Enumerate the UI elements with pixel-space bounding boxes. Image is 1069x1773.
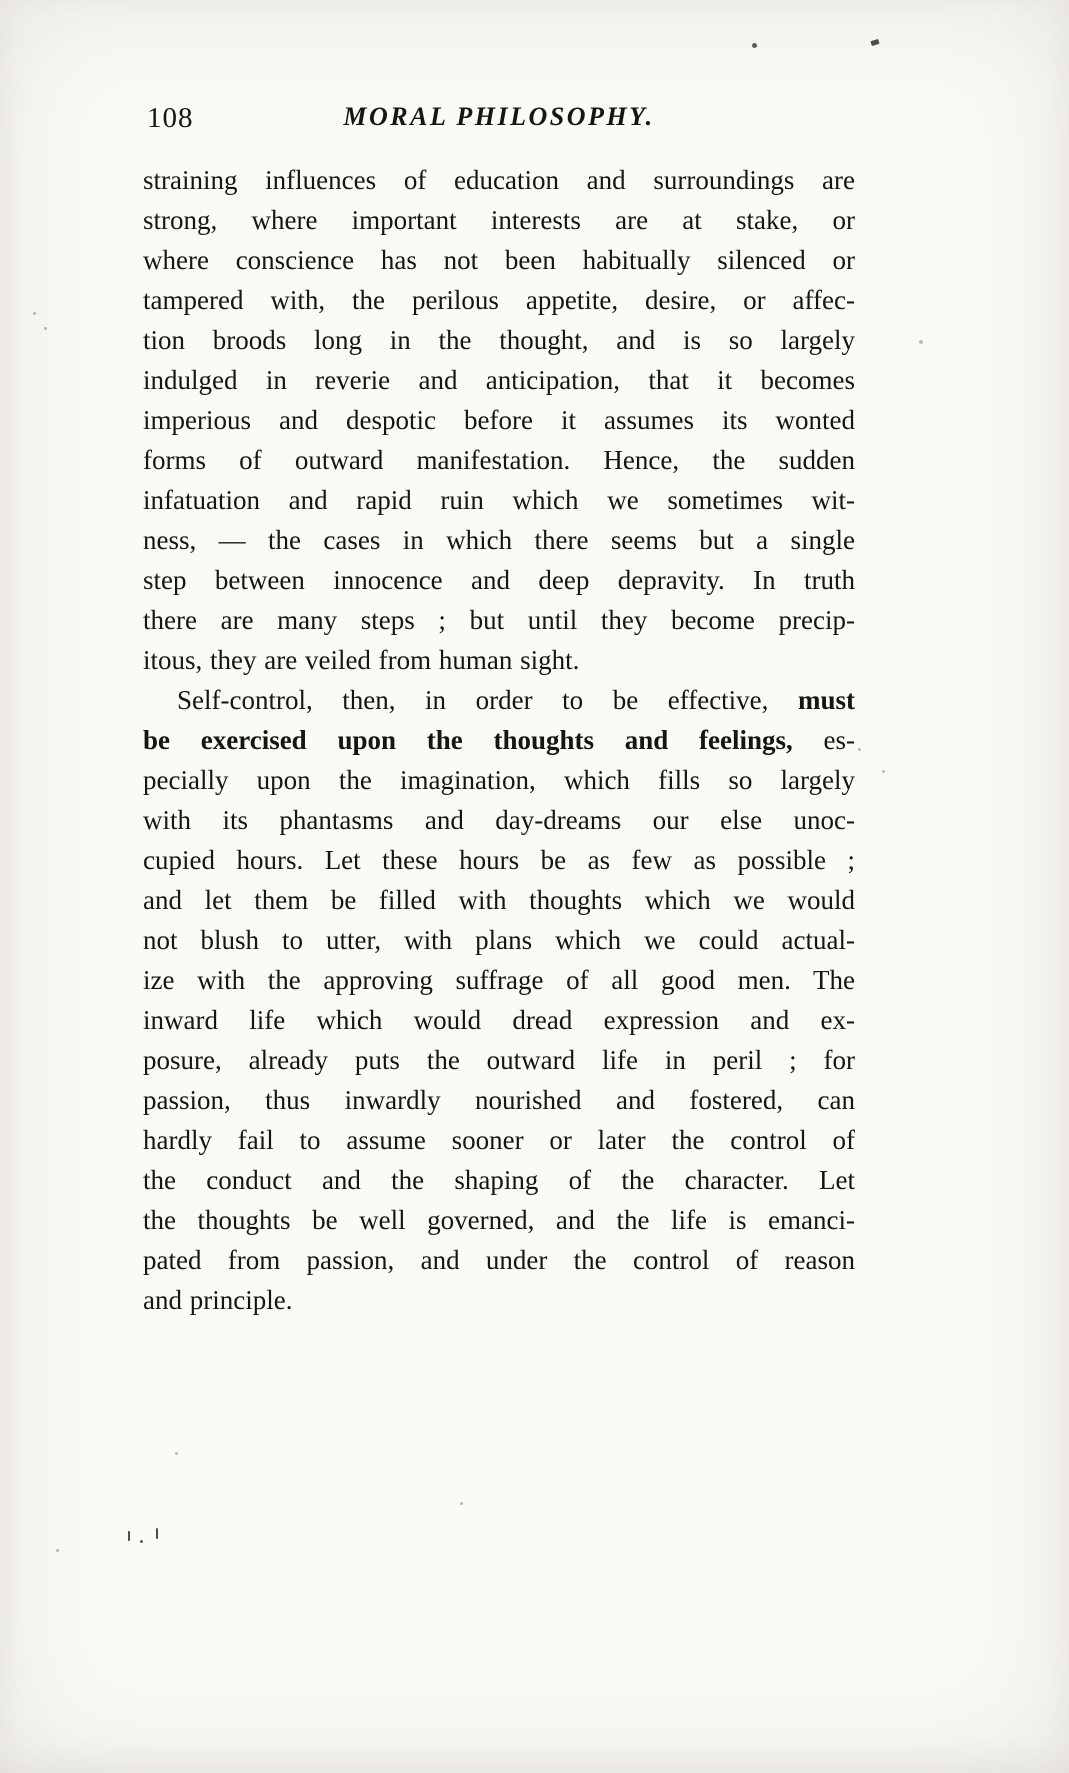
- scan-speck: [919, 340, 923, 344]
- body-text: tion broods long in the thought, and is so largely: [143, 325, 855, 355]
- scan-speck: [858, 748, 861, 751]
- text-line: [143, 400, 855, 440]
- text-line: [143, 920, 855, 960]
- body-text: itous, they are veiled from human sight.: [143, 645, 580, 675]
- text-line: [143, 720, 855, 760]
- body-text: with its phantasms and day-dreams our else unoc-: [143, 805, 855, 835]
- text-block: [143, 160, 855, 1320]
- body-text: passion, thus inwardly nourished and fostered, can: [143, 1085, 855, 1115]
- scan-speck: [460, 1502, 463, 1505]
- body-text: where conscience has not been habitually silenced or: [143, 245, 855, 275]
- body-text: forms of outward manifestation. Hence, the sudden: [143, 445, 855, 475]
- body-text: and let them be filled with thoughts which we would: [143, 885, 855, 915]
- scan-speck: [128, 1531, 130, 1541]
- body-text: hardly fail to assume sooner or later the control of: [143, 1125, 855, 1155]
- paragraph: [143, 160, 855, 680]
- page-number: 108: [147, 102, 194, 134]
- text-line: [143, 1000, 855, 1040]
- running-header: MORAL PHILOSOPHY.: [343, 102, 655, 131]
- text-line: [143, 600, 855, 640]
- body-text: there are many steps ; but until they become precip-: [143, 605, 855, 635]
- text-line: [143, 680, 855, 720]
- body-text: the conduct and the shaping of the character. Let: [143, 1165, 855, 1195]
- scan-speck: [175, 1452, 178, 1455]
- scan-speck: [56, 1549, 59, 1552]
- body-text: es-: [792, 725, 855, 755]
- body-text: posure, already puts the outward life in peril ; for: [143, 1045, 855, 1075]
- body-text: strong, where important interests are at stake, or: [143, 205, 855, 235]
- page-header-row: [143, 100, 855, 140]
- body-text: imperious and despotic before it assumes its wonted: [143, 405, 855, 435]
- body-text: step between innocence and deep depravity. In truth: [143, 565, 855, 595]
- body-text: indulged in reverie and anticipation, that it becomes: [143, 365, 855, 395]
- text-line: [143, 360, 855, 400]
- text-line: [143, 960, 855, 1000]
- text-line: [143, 480, 855, 520]
- text-line: [143, 1280, 855, 1320]
- scan-speck: [33, 312, 36, 315]
- text-line: [143, 440, 855, 480]
- text-line: [143, 200, 855, 240]
- scan-speck: [44, 327, 47, 330]
- body-text: cupied hours. Let these hours be as few as possible ;: [143, 845, 855, 875]
- text-line: [143, 280, 855, 320]
- text-line: [143, 240, 855, 280]
- text-line: [143, 800, 855, 840]
- body-text: pated from passion, and under the control of reason: [143, 1245, 855, 1275]
- body-text: straining influences of education and surroundings are: [143, 165, 855, 195]
- body-text: infatuation and rapid ruin which we sometimes wit-: [143, 485, 855, 515]
- emphasized-text: must: [797, 685, 855, 715]
- scan-speck: [140, 1540, 143, 1543]
- body-text: tampered with, the perilous appetite, desire, or affec-: [143, 285, 855, 315]
- body-text: and principle.: [143, 1285, 293, 1315]
- body-text: ize with the approving suffrage of all good men. The: [143, 965, 855, 995]
- body-text: ness, — the cases in which there seems but a single: [143, 525, 855, 555]
- body-text: inward life which would dread expression and ex-: [143, 1005, 855, 1035]
- text-line: [143, 560, 855, 600]
- book-page: [143, 100, 855, 1320]
- text-line: [143, 1160, 855, 1200]
- scan-speck: [752, 43, 757, 48]
- body-text: the thoughts be well governed, and the life is emanci-: [143, 1205, 855, 1235]
- text-line: [143, 160, 855, 200]
- text-line: [143, 640, 855, 680]
- text-line: [143, 1200, 855, 1240]
- text-line: [143, 320, 855, 360]
- text-line: [143, 1240, 855, 1280]
- emphasized-text: be exercised upon the thoughts and feelings,: [143, 725, 793, 755]
- scan-speck: [882, 770, 885, 773]
- scan-speck: [156, 1528, 158, 1539]
- body-text: not blush to utter, with plans which we could actual-: [143, 925, 855, 955]
- text-line: [143, 1080, 855, 1120]
- body-text: Self-control, then, in order to be effective,: [177, 685, 798, 715]
- body-text: pecially upon the imagination, which fills so largely: [143, 765, 855, 795]
- text-line: [143, 880, 855, 920]
- text-line: [143, 760, 855, 800]
- text-line: [143, 840, 855, 880]
- text-line: [143, 520, 855, 560]
- text-line: [143, 1040, 855, 1080]
- text-line: [143, 1120, 855, 1160]
- paragraph: [143, 680, 855, 1320]
